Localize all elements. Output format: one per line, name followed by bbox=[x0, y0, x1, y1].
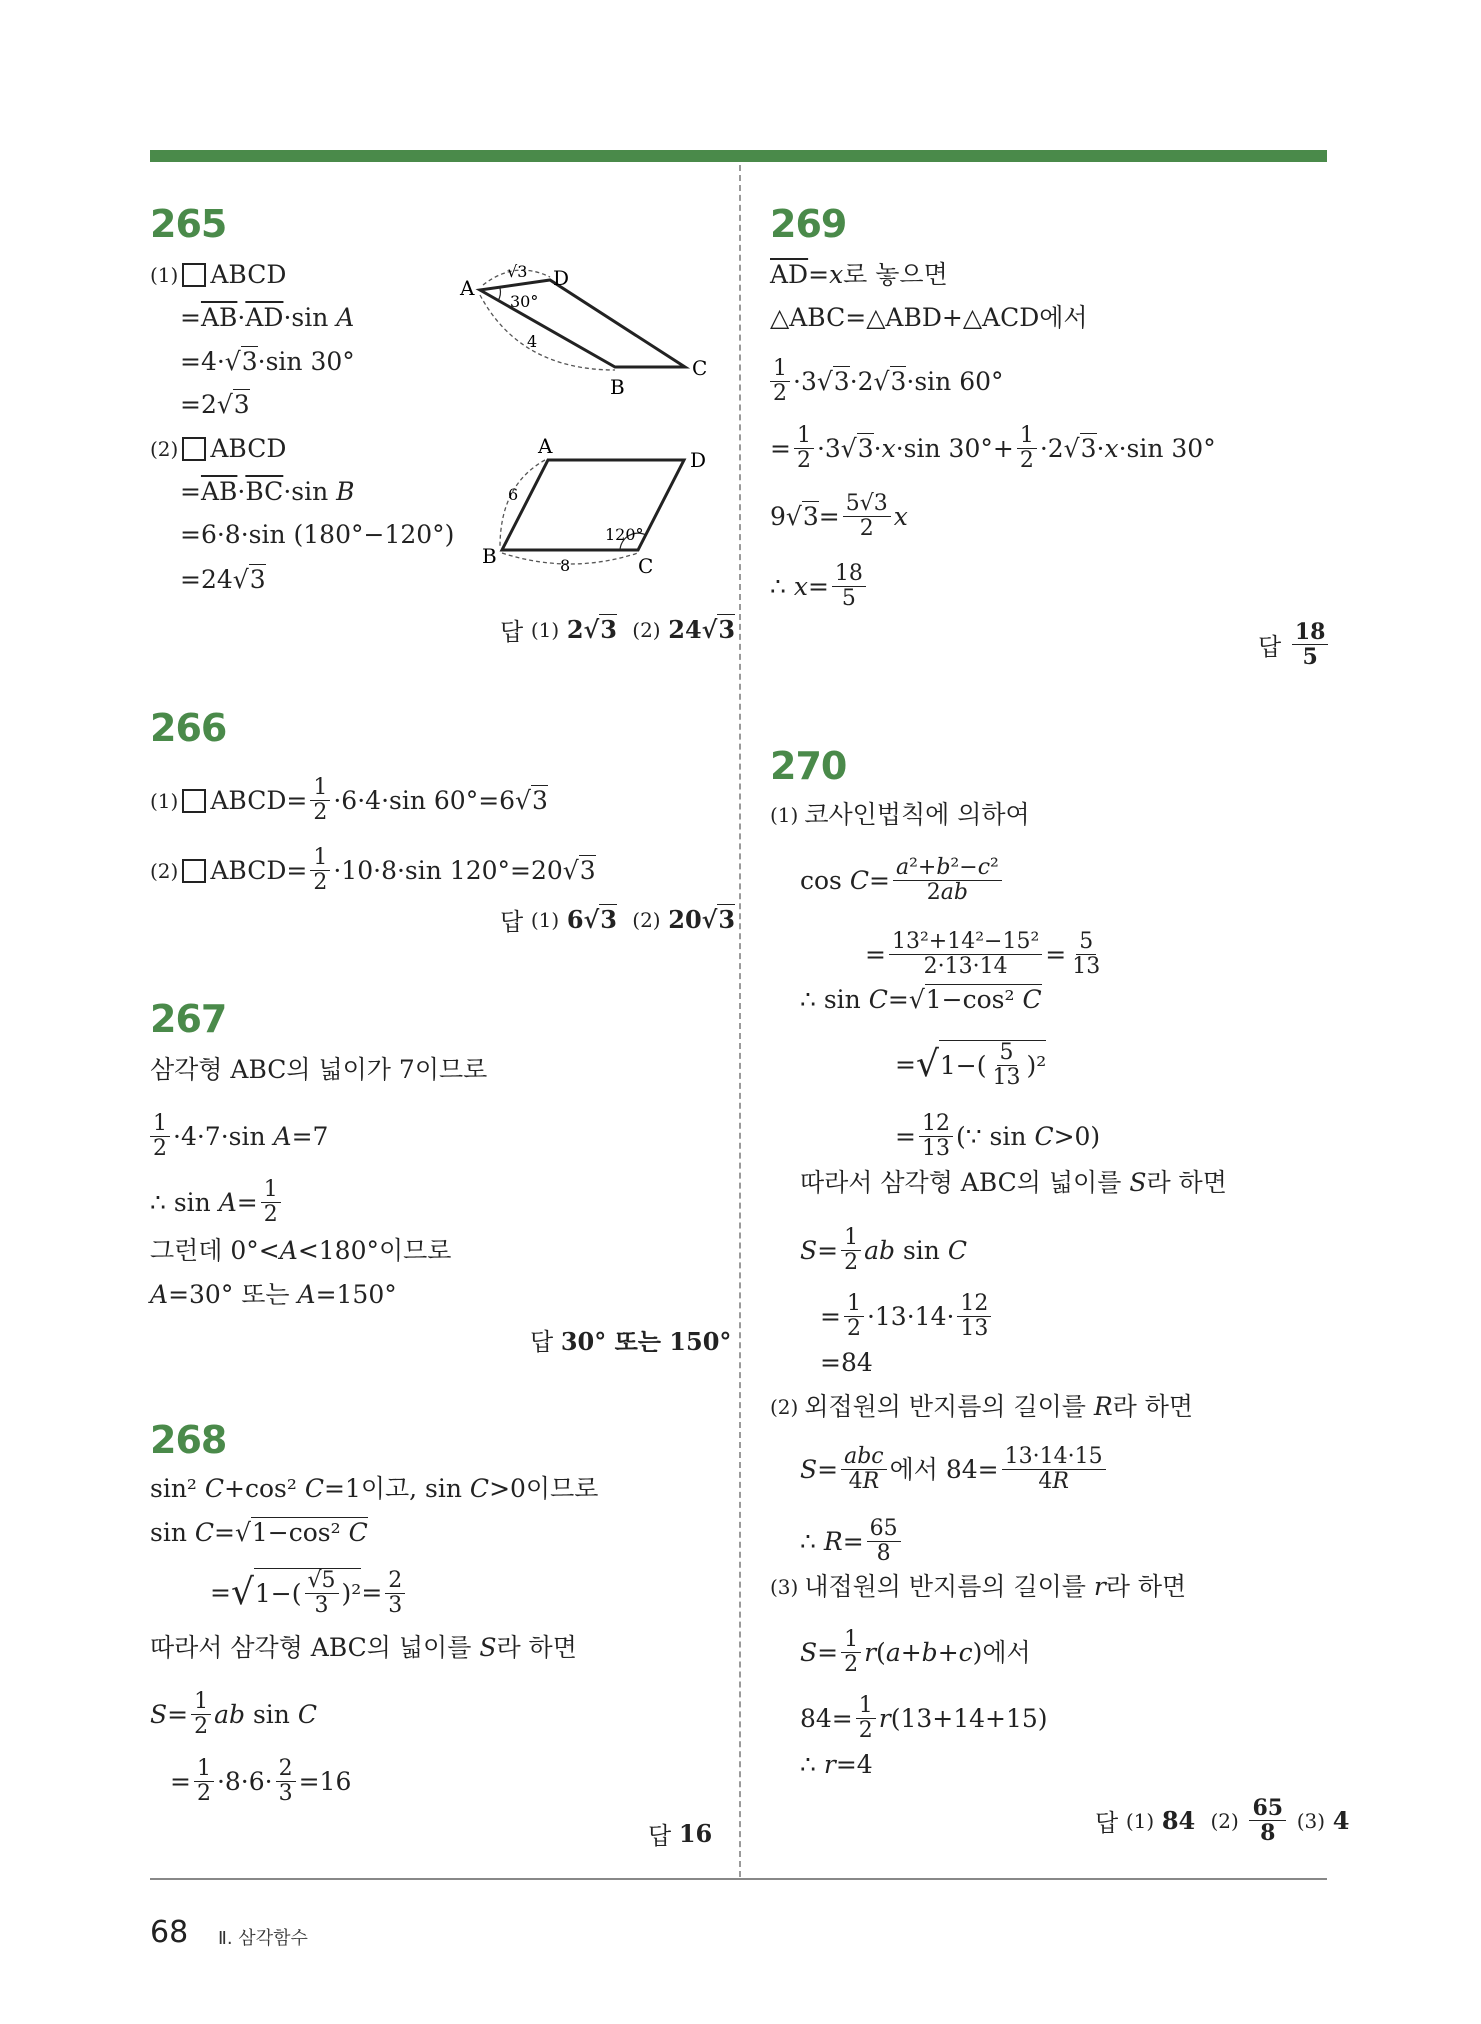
page-number: 68 bbox=[150, 1915, 189, 1950]
p270-line1: (1) 코사인법칙에 의하여 bbox=[770, 800, 1030, 829]
p268-line2: sin C =√ 1−cos² C bbox=[150, 1517, 368, 1547]
p270-line10: =84 bbox=[820, 1348, 873, 1377]
footer-rule bbox=[150, 1878, 1327, 1880]
p265-figure1 bbox=[455, 255, 730, 410]
top-accent-bar bbox=[150, 150, 1327, 162]
parallelogram-abcd-2 bbox=[502, 460, 684, 550]
problem-number-266: 266 bbox=[150, 706, 227, 750]
fig2-label-c: C bbox=[638, 554, 654, 578]
fig1-label-d: D bbox=[553, 266, 570, 290]
p270-line17: ∴ r =4 bbox=[800, 1750, 873, 1779]
fig2-label-ab: 6 bbox=[508, 485, 519, 504]
fig2-label-angle: 120° bbox=[605, 525, 644, 544]
p270-line13: ∴ R = $\frac{65}{8}$ bbox=[800, 1517, 904, 1566]
problem-number-265: 265 bbox=[150, 202, 227, 246]
p269-line5: 9√ 3 = $\frac{5√3}{2}$ x bbox=[770, 491, 908, 541]
p268-line5: S = $\frac{1}{2}$ ab sin C bbox=[150, 1689, 317, 1739]
chapter-label: Ⅱ. 삼각함수 bbox=[218, 1928, 308, 1949]
p269-answer: 답 $\frac{18}{5}$ bbox=[1258, 620, 1331, 669]
p267-line2: $\frac{1}{2}$ ·4·7·sin A =7 bbox=[150, 1112, 328, 1161]
p265-line1: (1) ABCD bbox=[150, 260, 287, 289]
p265-line6: = $\overline{AB}$ · $\overline{BC}$ ·sin B bbox=[180, 477, 355, 506]
p268-answer: 답 16 bbox=[648, 1819, 713, 1850]
p270-line12: S = $\frac{\text{abc}}{4R}$ 에서 84= $\frac{13\cdot 14\cdot 15}{4R}$ bbox=[800, 1445, 1109, 1494]
p270-line6: = $\frac{12}{13}$ (∵ sin C >0) bbox=[895, 1111, 1101, 1161]
p269-line6: ∴ x = $\frac{18}{5}$ bbox=[770, 562, 869, 611]
p270-line7: 따라서 삼각형 ABC의 넓이를 S 라 하면 bbox=[800, 1168, 1227, 1197]
p265-line7: =6·8·sin (180°−120°) bbox=[180, 520, 455, 549]
problem-number-270: 270 bbox=[770, 744, 847, 788]
p268-line1: sin² C +cos² C =1이고, sin C >0이므로 bbox=[150, 1474, 599, 1503]
p270-line4: ∴ sin C =√ 1−cos² C bbox=[800, 984, 1042, 1014]
p265-figure2 bbox=[450, 425, 725, 580]
p267-line1: 삼각형 ABC의 넓이가 7이므로 bbox=[150, 1055, 488, 1084]
p268-line3: = √ 1−( $\frac{√5}{3}$ )² = $\frac{2}{3}$ bbox=[210, 1568, 408, 1618]
column-divider bbox=[739, 165, 741, 1877]
p270-line3: = $\frac{\text{13²+14²−15²}}{2\cdot 13\cdot 14}$ = $\frac{5}{13}$ bbox=[865, 929, 1101, 979]
fig1-label-a: A bbox=[460, 276, 475, 300]
p265-line8: =24√ 3 bbox=[180, 564, 266, 594]
p265-line2: = $\overline{AB}$ · $\overline{AD}$ ·sin A bbox=[180, 303, 355, 332]
p269-line1: $\overline{AD}$ = x 로 놓으면 bbox=[770, 260, 948, 289]
p265-line3: =4·√ 3 ·sin 30° bbox=[180, 346, 355, 376]
fig1-label-ad: √3 bbox=[507, 262, 528, 281]
p270-line9: = $\frac{1}{2}$ ·13·14· $\frac{12}{13}$ bbox=[820, 1292, 994, 1341]
p270-line15: S = $\frac{1}{2}$ r ( a + b + c )에서 bbox=[800, 1627, 1031, 1677]
p266-line1: (1) ABCD= $\frac{1}{2}$ ·6·4·sin 60°=6√ 3 bbox=[150, 775, 548, 825]
p268-line4: 따라서 삼각형 ABC의 넓이를 S 라 하면 bbox=[150, 1633, 577, 1662]
problem-number-269: 269 bbox=[770, 202, 847, 246]
fig1-label-ab: 4 bbox=[527, 332, 538, 351]
p267-line5: A =30° 또는 A =150° bbox=[150, 1280, 397, 1309]
p268-line6: = $\frac{1}{2}$ ·8·6· $\frac{2}{3}$ =16 bbox=[170, 1756, 352, 1806]
p269-line2: △ABC=△ABD+△ACD에서 bbox=[770, 303, 1088, 332]
p266-answer: 답 (1) 6√3 (2) 20√3 bbox=[500, 905, 736, 936]
p270-line2: cos C = $\frac{\text{a²+b²−c²}}{2ab}$ bbox=[800, 856, 1005, 905]
p267-answer: 답 30° 또는 150° bbox=[530, 1327, 732, 1356]
fig2-label-a: A bbox=[538, 434, 553, 458]
problem-number-267: 267 bbox=[150, 997, 227, 1041]
fig2-label-b: B bbox=[482, 544, 497, 568]
fig1-label-c: C bbox=[692, 356, 708, 380]
fig2-label-bc: 8 bbox=[560, 556, 571, 575]
p266-line2: (2) ABCD= $\frac{1}{2}$ ·10·8·sin 120°=20√ 3 bbox=[150, 845, 596, 895]
p269-line3: $\frac{1}{2}$ ·3√ 3 ·2√ 3 ·sin 60° bbox=[770, 357, 1004, 406]
p267-line3: ∴ sin A = $\frac{1}{2}$ bbox=[150, 1178, 284, 1227]
p270-line16: 84= $\frac{1}{2}$ r (13+14+15) bbox=[800, 1693, 1048, 1743]
p270-line14: (3) 내접원의 반지름의 길이를 r 라 하면 bbox=[770, 1572, 1187, 1601]
p265-line5: (2) ABCD bbox=[150, 434, 287, 463]
fig2-label-d: D bbox=[690, 448, 707, 472]
problem-number-268: 268 bbox=[150, 1418, 227, 1462]
p267-line4: 그런데 0°< A <180°이므로 bbox=[150, 1236, 452, 1265]
p269-line4: = $\frac{1}{2}$ ·3√ 3 · x ·sin 30°+ $\frac{1}{2}$ ·2√ 3 · x ·sin 30° bbox=[770, 423, 1216, 473]
p270-line8: S = $\frac{1}{2}$ ab sin C bbox=[800, 1225, 967, 1275]
p265-answer: 답 (1) 2√3 (2) 24√3 bbox=[500, 615, 736, 646]
p265-line4: =2√ 3 bbox=[180, 389, 250, 419]
fig1-label-angle: 30° bbox=[510, 292, 539, 311]
fig1-label-b: B bbox=[610, 375, 625, 399]
p270-line11: (2) 외접원의 반지름의 길이를 R 라 하면 bbox=[770, 1392, 1194, 1421]
p270-line5: = √ 1−( $\frac{5}{13}$ )² bbox=[895, 1040, 1047, 1090]
p270-answer: 답 (1) 84 (2) $\frac{65}{8}$ (3) 4 bbox=[1095, 1795, 1350, 1846]
